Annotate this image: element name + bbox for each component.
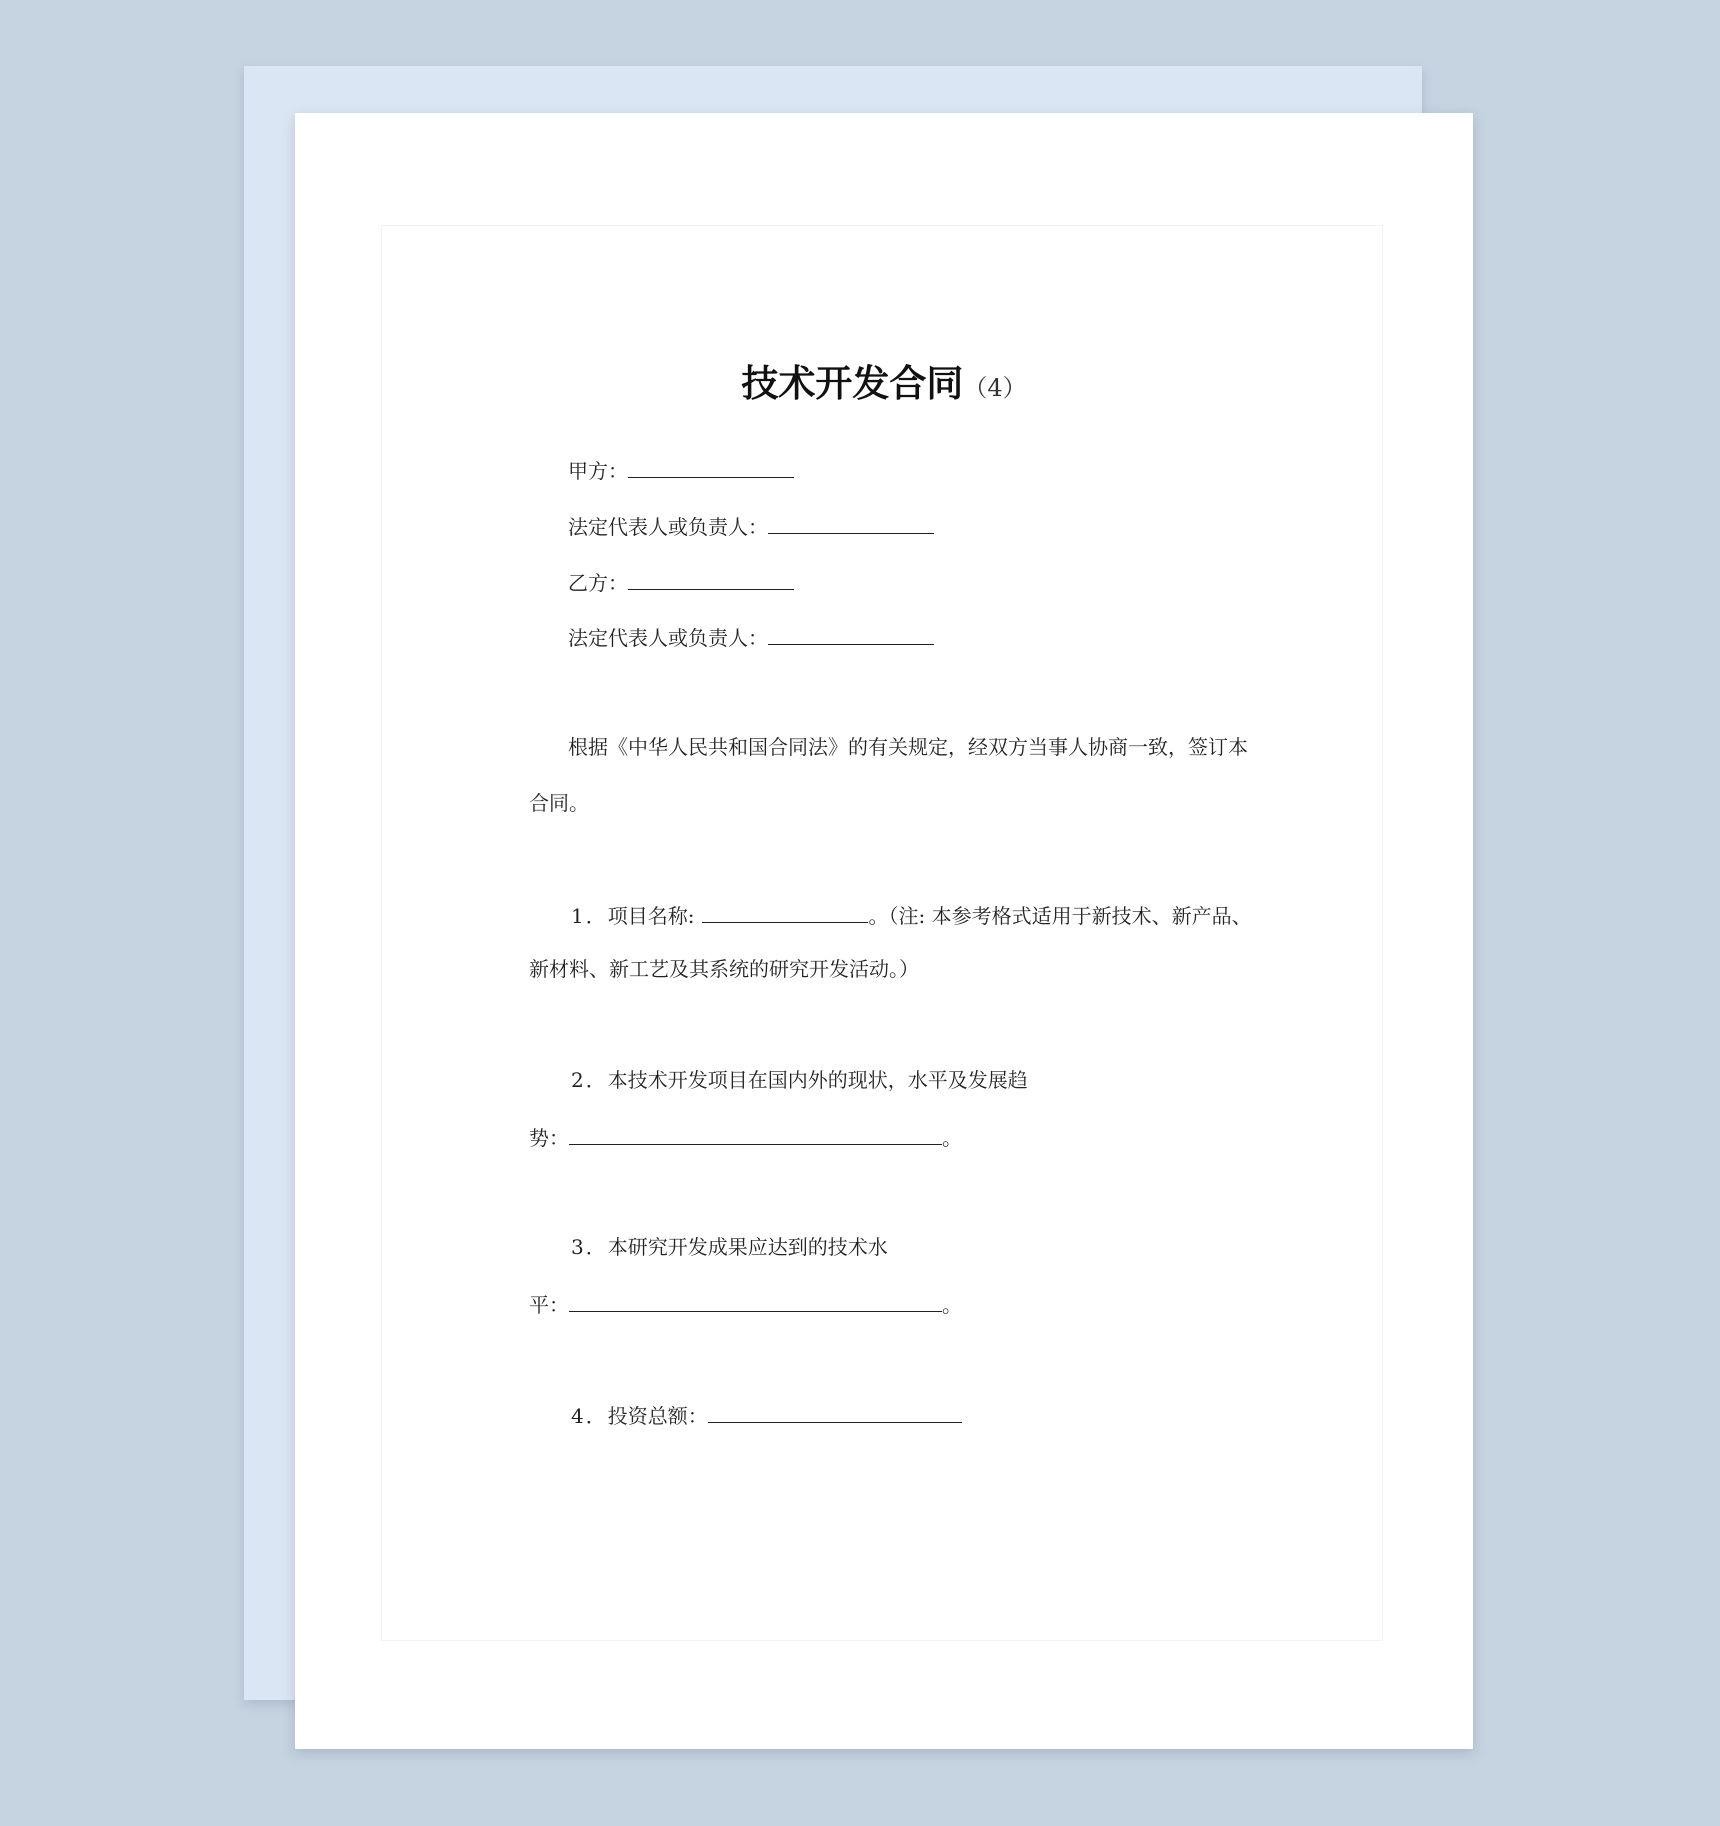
party-b-label: 乙方： bbox=[568, 571, 628, 595]
clause-2-blank[interactable] bbox=[569, 1122, 942, 1145]
project-name-blank[interactable] bbox=[702, 900, 868, 923]
clause-3-line-1 bbox=[571, 1233, 888, 1261]
clause-2-prefix: 势： bbox=[529, 1126, 569, 1150]
rep-b-blank[interactable] bbox=[768, 622, 934, 645]
party-b-line bbox=[568, 567, 794, 597]
clause-3-blank[interactable] bbox=[569, 1289, 942, 1312]
rep-a-blank[interactable] bbox=[768, 511, 934, 534]
investment-blank[interactable] bbox=[708, 1400, 962, 1423]
clause-1-number: 1． bbox=[571, 904, 608, 928]
document-page bbox=[295, 113, 1473, 1749]
clause-2-line-1 bbox=[571, 1066, 1028, 1094]
clause-4-number: 4． bbox=[571, 1404, 608, 1428]
clause-1-line-2: 新材料、新工艺及其系统的研究开发活动。） bbox=[529, 957, 919, 981]
party-a-blank[interactable] bbox=[628, 455, 794, 478]
clause-2-end: 。 bbox=[942, 1126, 962, 1150]
rep-b-label: 法定代表人或负责人： bbox=[568, 626, 768, 650]
title-number: （4） bbox=[963, 374, 1027, 402]
clause-2-text: 本技术开发项目在国内外的现状，水平及发展趋 bbox=[607, 1068, 1028, 1092]
clause-3-prefix: 平： bbox=[529, 1293, 569, 1317]
party-a-label: 甲方： bbox=[568, 459, 628, 483]
rep-b-line bbox=[568, 622, 934, 652]
party-a-line bbox=[568, 455, 794, 485]
clause-3-end: 。 bbox=[942, 1293, 962, 1317]
party-b-blank[interactable] bbox=[628, 567, 794, 590]
clause-4-line bbox=[571, 1400, 962, 1430]
clause-1-label: 项目名称: bbox=[607, 904, 695, 928]
clause-3-text: 本研究开发成果应达到的技术水 bbox=[607, 1235, 888, 1259]
rep-a-label: 法定代表人或负责人： bbox=[568, 515, 768, 539]
clause-2-number: 2． bbox=[571, 1068, 608, 1092]
clause-3-number: 3． bbox=[571, 1235, 608, 1259]
intro-line-2: 合同。 bbox=[529, 791, 589, 815]
clause-4-label: 投资总额： bbox=[607, 1404, 708, 1428]
clause-1-note: 。（注: 本参考格式适用于新技术、新产品、 bbox=[868, 904, 1252, 928]
clause-1-line-1 bbox=[571, 900, 1252, 930]
intro-line-1: 根据《中华人民共和国合同法》的有关规定，经双方当事人协商一致，签订本 bbox=[568, 735, 1248, 759]
title-main: 技术开发合同 bbox=[741, 362, 964, 405]
clause-2-line-2 bbox=[529, 1122, 962, 1152]
clause-3-line-2 bbox=[529, 1289, 962, 1319]
document-title bbox=[295, 353, 1473, 407]
rep-a-line bbox=[568, 511, 934, 541]
